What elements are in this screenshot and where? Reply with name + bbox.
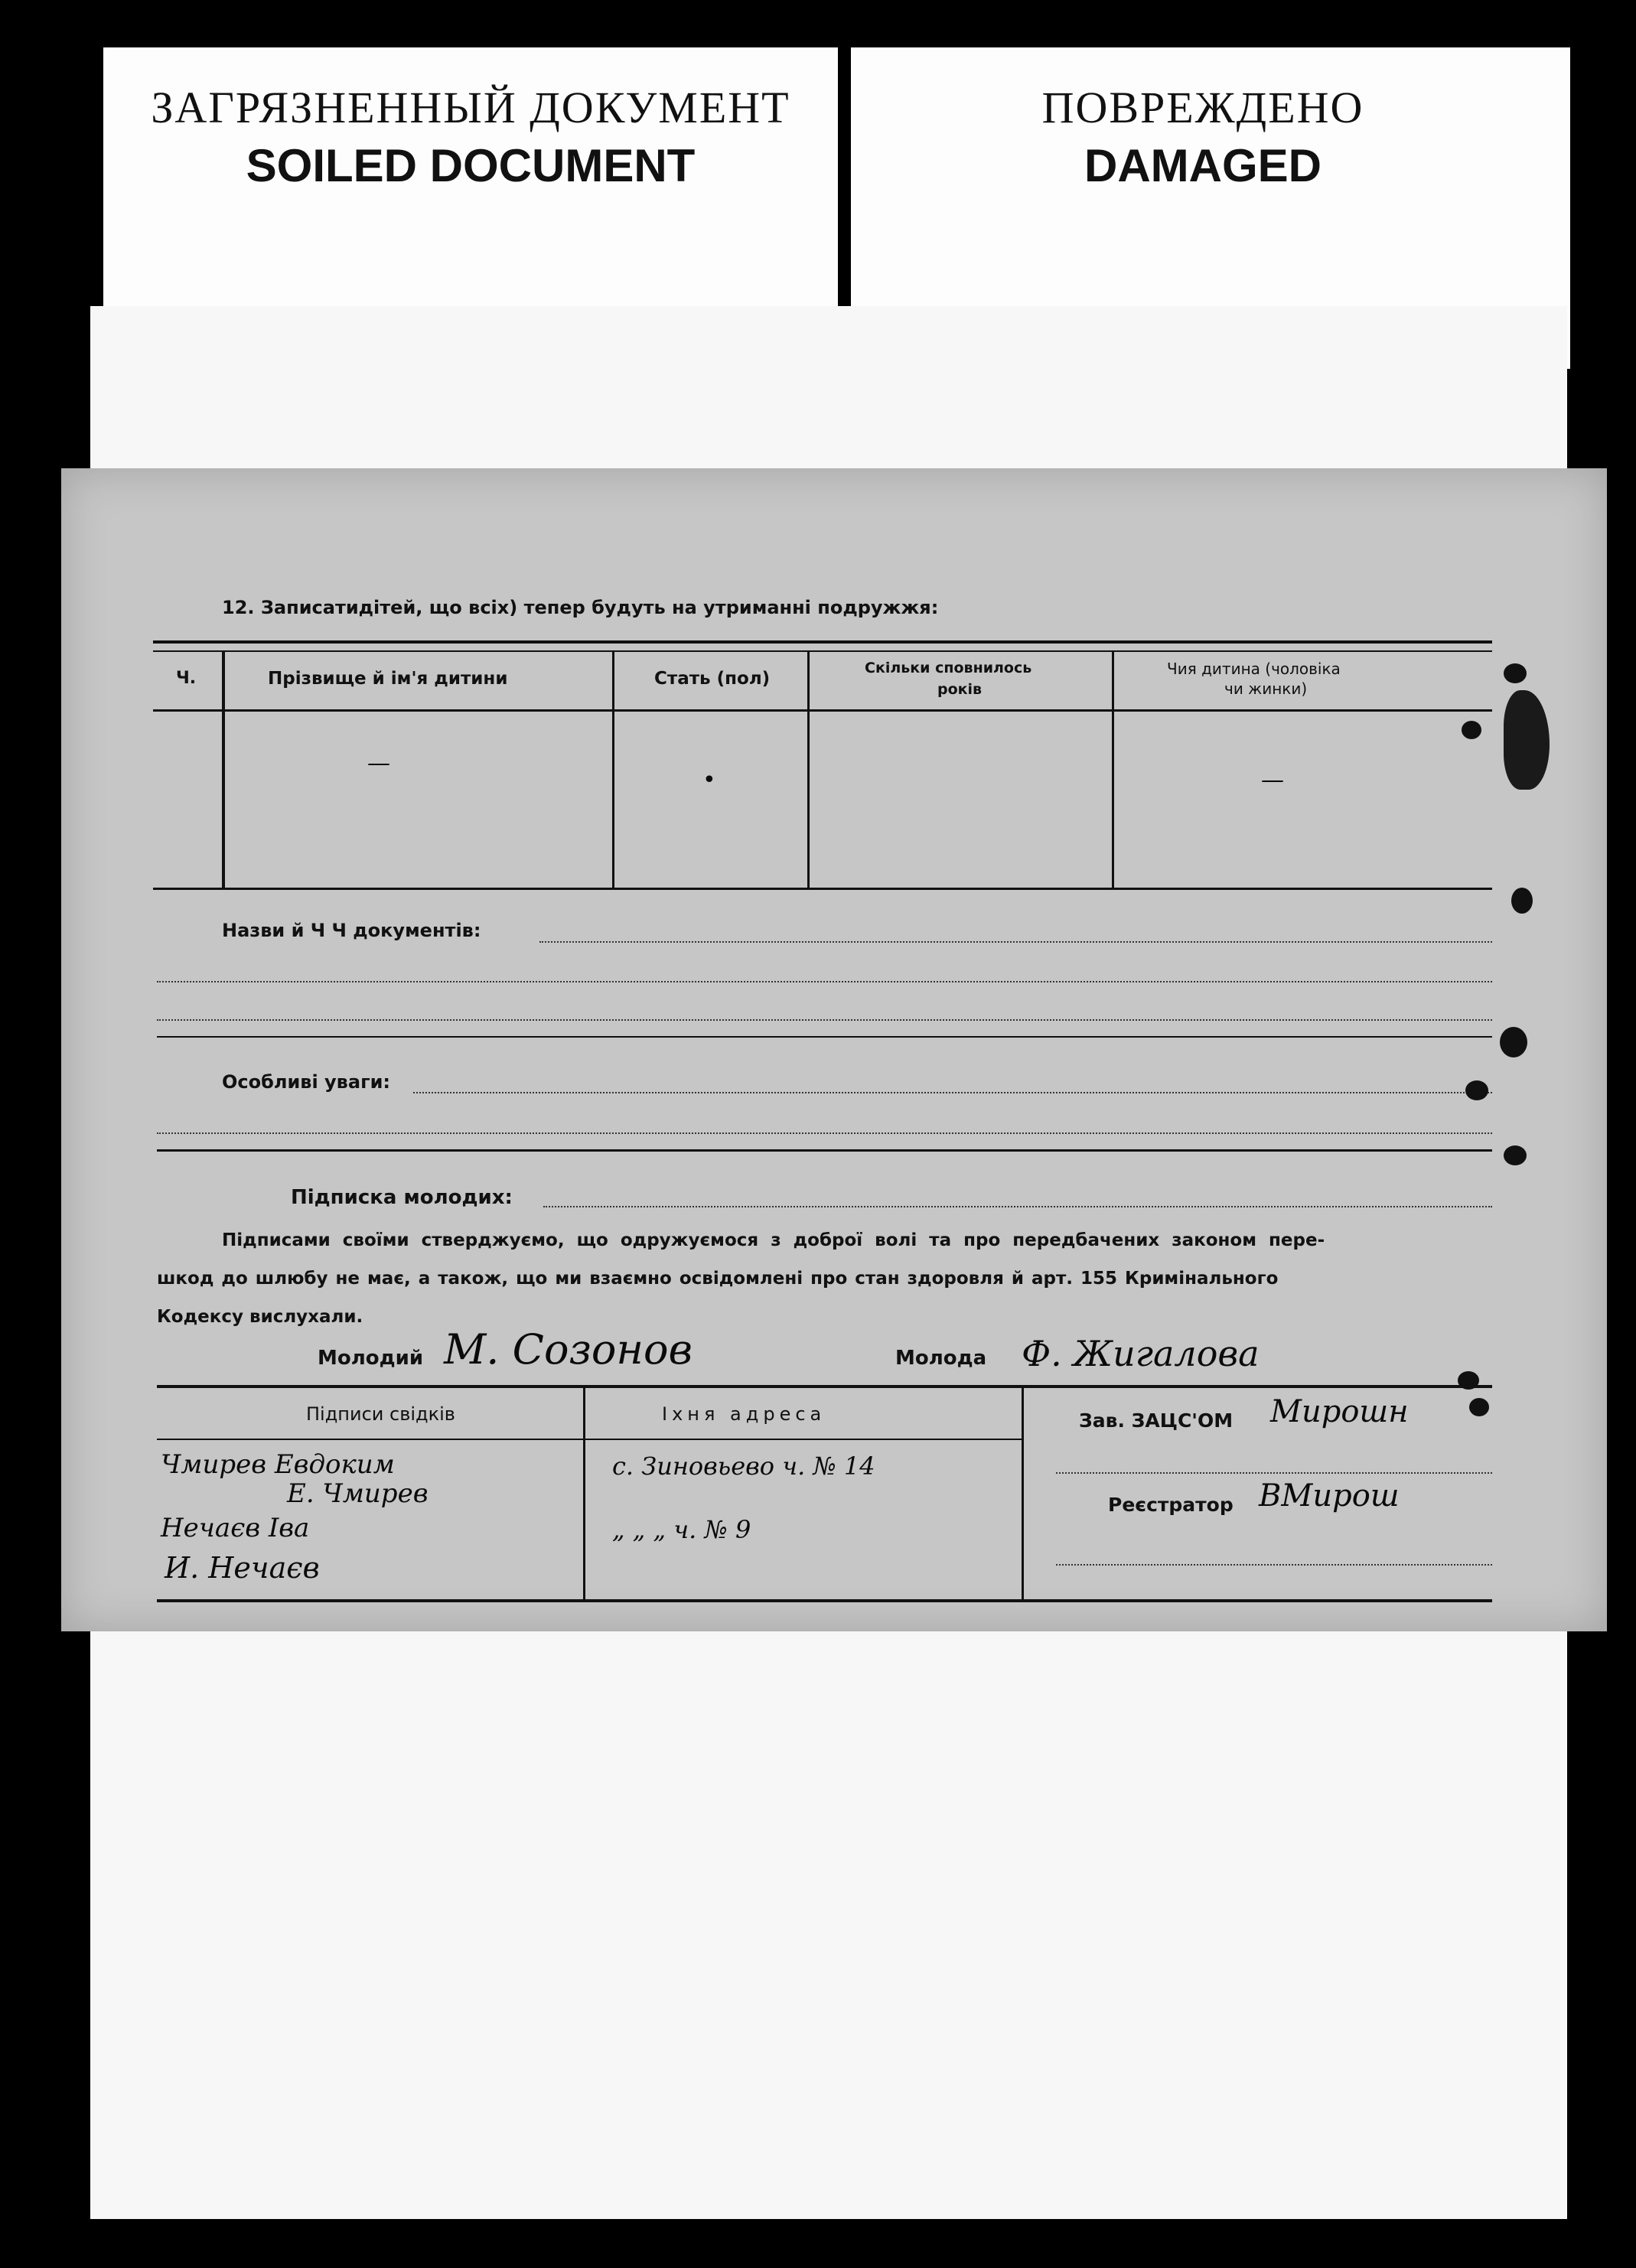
punch-hole [1469, 1398, 1489, 1416]
witnesses-header: Підписи свідків [306, 1403, 455, 1425]
witness-line-3: Нечаєв Іва [161, 1513, 310, 1543]
cell-sex: • [702, 767, 716, 793]
address-header: Іхня адреса [662, 1403, 826, 1425]
section-title: 12. Записатидітей, що всіх) тепер будуть на утриманні подружжя: [222, 597, 939, 618]
docs-line-1 [539, 941, 1492, 943]
pledge-line [543, 1206, 1492, 1207]
punch-hole [1465, 1080, 1488, 1100]
groom-label: Молодий [318, 1347, 424, 1370]
address-line-1: с. Зиновьево ч. № 14 [612, 1452, 875, 1481]
registry-line [1056, 1472, 1492, 1474]
punch-hole [1458, 1371, 1479, 1390]
soiled-stamp-ru: ЗАГРЯЗНЕННЫЙ ДОКУМЕНТ [151, 83, 790, 132]
notes-rule [157, 1149, 1492, 1152]
punch-hole [1500, 1027, 1527, 1057]
damaged-stamp-en: DAMAGED [1084, 140, 1322, 191]
punch-hole [1504, 1145, 1527, 1165]
bride-label: Молода [895, 1347, 987, 1370]
damaged-stamp-ru: ПОВРЕЖДЕНО [1041, 83, 1364, 132]
notes-line-1 [413, 1092, 1492, 1093]
header-age-2: років [937, 681, 983, 698]
registrar-line [1056, 1564, 1492, 1566]
registry-head-label: Зав. ЗАЦС'ОМ [1079, 1409, 1234, 1432]
header-child-name: Прізвище й ім'я дитини [268, 669, 508, 689]
header-whose-2: чи жинки) [1224, 679, 1308, 698]
header-sex: Стать (пол) [654, 669, 771, 689]
pledge-label: Підписка молодих: [291, 1186, 513, 1209]
pledge-text-3: Кодексу вислухали. [157, 1307, 363, 1327]
groom-signature: М. Созонов [444, 1325, 693, 1374]
punch-hole [1462, 721, 1481, 739]
registrar-label: Реєстратор [1108, 1494, 1234, 1516]
form-card [61, 468, 1607, 1631]
damage-tear [1504, 690, 1550, 790]
table-top-rule-2 [153, 650, 1492, 652]
table-bottom-rule [153, 888, 1492, 890]
header-whose-1: Чия дитина (чоловіка [1167, 660, 1341, 678]
witness-top-rule [157, 1385, 1492, 1388]
punch-hole [1511, 888, 1533, 914]
witness-col-rule-1 [583, 1387, 585, 1601]
docs-line-2 [157, 981, 1492, 982]
witness-line-4: И. Нечаєв [165, 1551, 320, 1585]
soiled-stamp-en: SOILED DOCUMENT [246, 140, 696, 191]
witness-header-rule [157, 1439, 1022, 1440]
cell-child-name: — [367, 750, 390, 777]
docs-line-3 [157, 1019, 1492, 1021]
table-col-rule-1 [222, 650, 225, 889]
witness-col-rule-2 [1022, 1387, 1024, 1601]
witness-line-1: Чмирев Евдоким [161, 1449, 395, 1480]
table-header-rule [153, 709, 1492, 712]
soiled-stamp-card [103, 47, 838, 311]
table-col-rule-3 [807, 650, 810, 889]
notes-label: Особливі уваги: [222, 1071, 391, 1093]
witness-bottom-rule [157, 1599, 1492, 1602]
bride-signature: Ф. Жигалова [1022, 1333, 1260, 1374]
punch-hole [1504, 663, 1527, 683]
address-line-2: „ „ „ ч. № 9 [612, 1515, 751, 1544]
witness-line-2: Е. Чмирев [287, 1478, 429, 1509]
pledge-text-1: Підписами своїми стверджуємо, що одружуємося з доброї волі та про передбачених законом пере- [222, 1230, 1325, 1250]
table-top-rule [153, 640, 1492, 644]
docs-label: Назви й Ч Ч документів: [222, 920, 481, 941]
notes-line-2 [157, 1132, 1492, 1134]
registry-head-signature: Мирошн [1270, 1394, 1409, 1429]
pledge-text-2: шкод до шлюбу не має, а також, що ми взаємно освідомлені про стан здоровля й арт. 155 Кримінального [157, 1269, 1279, 1289]
header-age-1: Скільки сповнилось [865, 660, 1032, 676]
docs-rule [157, 1036, 1492, 1038]
registrar-signature: ВМирош [1259, 1478, 1400, 1514]
table-col-rule-4 [1112, 650, 1114, 889]
header-num: Ч. [176, 669, 197, 688]
table-col-rule-2 [612, 650, 614, 889]
cell-whose: — [1261, 767, 1284, 793]
